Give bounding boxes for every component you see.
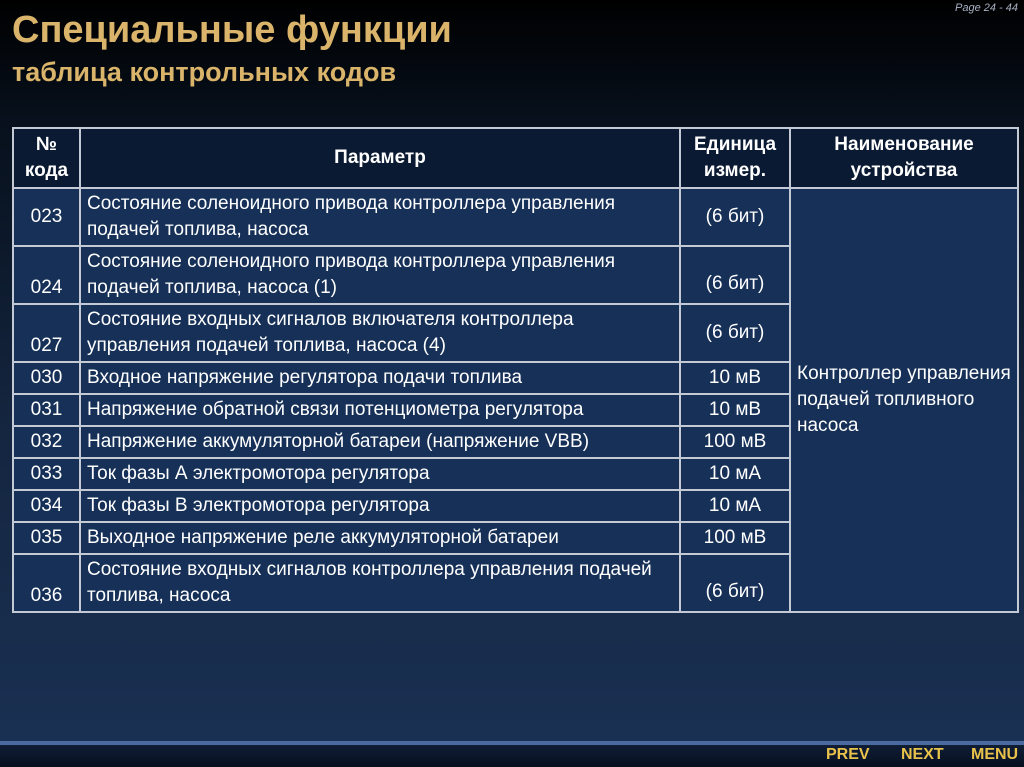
row-code: 035	[13, 522, 80, 554]
row-param: Состояние соленоидного привода контроллера управления подачей топлива, насоса	[80, 188, 680, 246]
next-button[interactable]: NEXT	[901, 746, 944, 763]
row-code: 024	[13, 246, 80, 304]
row-code: 027	[13, 304, 80, 362]
row-unit: 10 мВ	[680, 362, 790, 394]
row-code: 036	[13, 554, 80, 612]
page-indicator: Page 24 - 44	[955, 2, 1018, 14]
title-block	[12, 8, 452, 88]
header-device: Наименование устройства	[790, 128, 1018, 188]
row-unit: 100 мВ	[680, 522, 790, 554]
row-param: Входное напряжение регулятора подачи топлива	[80, 362, 680, 394]
row-param: Напряжение аккумуляторной батареи (напряжение VBB)	[80, 426, 680, 458]
row-unit: 10 мВ	[680, 394, 790, 426]
row-param: Состояние соленоидного привода контроллера управления подачей топлива, насоса (1)	[80, 246, 680, 304]
row-param: Выходное напряжение реле аккумуляторной батареи	[80, 522, 680, 554]
row-param: Ток фазы В электромотора регулятора	[80, 490, 680, 522]
row-unit: 100 мВ	[680, 426, 790, 458]
device-name: Контроллер управления подачей топливного насоса	[790, 188, 1018, 612]
row-code: 033	[13, 458, 80, 490]
row-param: Состояние входных сигналов контроллера управления подачей топлива, насоса	[80, 554, 680, 612]
menu-button[interactable]: MENU	[971, 746, 1019, 763]
row-code: 031	[13, 394, 80, 426]
header-unit: Единица измер.	[680, 128, 790, 188]
control-codes-table	[12, 127, 1019, 613]
row-code: 030	[13, 362, 80, 394]
header-code: № кода	[13, 128, 80, 188]
row-code: 023	[13, 188, 80, 246]
row-unit: 10 мА	[680, 490, 790, 522]
row-unit: (6 бит)	[680, 188, 790, 246]
row-code: 034	[13, 490, 80, 522]
row-code: 032	[13, 426, 80, 458]
page-title: Специальные функции	[12, 9, 452, 51]
table-header-row	[13, 128, 1018, 188]
footer-bar	[0, 745, 1024, 767]
row-unit: (6 бит)	[680, 554, 790, 612]
row-unit: 10 мА	[680, 458, 790, 490]
row-param: Ток фазы А электромотора регулятора	[80, 458, 680, 490]
row-unit: (6 бит)	[680, 246, 790, 304]
table-row	[13, 188, 1018, 246]
prev-button[interactable]: PREV	[826, 746, 870, 763]
row-param: Состояние входных сигналов включателя контроллера управления подачей топлива, насоса (4)	[80, 304, 680, 362]
row-param: Напряжение обратной связи потенциометра регулятора	[80, 394, 680, 426]
header-param: Параметр	[80, 128, 680, 188]
page-subtitle: таблица контрольных кодов	[12, 57, 397, 87]
row-unit: (6 бит)	[680, 304, 790, 362]
